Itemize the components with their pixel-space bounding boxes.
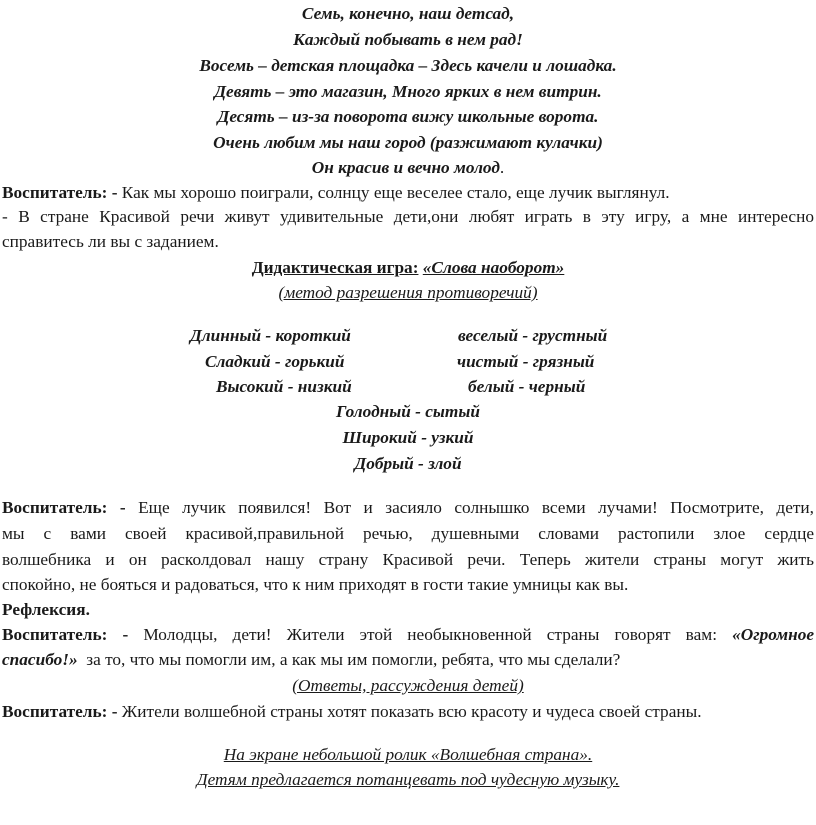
paragraph-1-line-3: справитесь ли вы с заданием. <box>2 232 219 251</box>
speaker-label: Воспитатель: - <box>2 498 126 517</box>
poem-line-5: Десять – из-за поворота вижу школьные ворота. <box>217 107 599 126</box>
paragraph-1-line-2: - В стране Красивой речи живут удивительные дети,они любят играть в эту игру, а мне интересно <box>2 207 814 226</box>
pair-center-2: Широкий - узкий <box>342 428 474 447</box>
pair-right-2: чистый - грязный <box>457 352 595 371</box>
pair-right-3: белый - черный <box>468 377 586 396</box>
poem-line-7-text: Он красив и вечно молод <box>311 158 500 177</box>
paragraph-3-line-1 <box>2 623 814 647</box>
poem-line-2: Каждый побывать в нем рад! <box>293 30 523 49</box>
paragraph-4-text: Жители волшебной страны хотят показать всю красоту и чудеса своей страны. <box>121 702 702 721</box>
poem-line-6: Очень любим мы наш город (разжимают кулачки) <box>213 133 603 152</box>
poem-line-4: Девять – это магазин, Много ярких в нем витрин. <box>214 82 602 101</box>
game-method: (метод разрешения противоречий) <box>278 283 538 302</box>
paragraph-1-text: Как мы хорошо поиграли, солнцу еще веселее стало, еще лучик выглянул. <box>121 183 670 202</box>
paragraph-2-line-1 <box>2 496 814 520</box>
paragraph-2-line-3: волшебника и он расколдовал нашу страну Красивой речи. Теперь жители страны могут жить <box>2 550 814 569</box>
poem-line-7 <box>0 156 816 180</box>
reflection-heading: Рефлексия. <box>2 600 90 619</box>
paragraph-4-line-1 <box>2 700 702 724</box>
answers-note: (Ответы, рассуждения детей) <box>292 676 524 695</box>
paragraph-3-rest: за то, что мы помогли им, а как мы им помогли, ребята, что мы сделали? <box>86 650 621 669</box>
pair-center-1: Голодный - сытый <box>336 402 480 421</box>
poem-line-7-dot: . <box>499 158 505 177</box>
ending-line-2: Детям предлагается потанцевать под чудесную музыку. <box>196 770 620 789</box>
pair-center-3: Добрый - злой <box>354 454 462 473</box>
speaker-label: Воспитатель: - <box>2 183 118 202</box>
ending-line-1: На экране небольшой ролик «Волшебная страна». <box>223 745 593 764</box>
paragraph-2-text: Еще лучик появился! Вот и засияло солнышко всеми лучами! Посмотрите, дети, <box>138 498 815 517</box>
speaker-label: Воспитатель: - <box>2 625 129 644</box>
pair-left-1: Длинный - короткий <box>190 326 351 345</box>
game-label: Дидактическая игра: <box>251 258 419 277</box>
poem-line-3: Восемь – детская площадка – Здесь качели и лошадка. <box>199 56 617 75</box>
paragraph-2-line-4: спокойно, не бояться и радоваться, что к ним приходят в гости такие умницы как вы. <box>2 575 629 594</box>
game-name: «Слова наоборот» <box>422 258 565 277</box>
poem-line-1: Семь, конечно, наш детсад, <box>301 4 515 23</box>
game-title <box>0 256 816 280</box>
paragraph-3-line-2 <box>2 648 620 672</box>
paragraph-3-text: Молодцы, дети! Жители этой необыкновенной страны говорят вам: <box>143 625 718 644</box>
paragraph-3-quote-end: спасибо!» <box>2 650 78 669</box>
speaker-label: Воспитатель: - <box>2 702 118 721</box>
pair-right-1: веселый - грустный <box>458 326 608 345</box>
pair-left-3: Высокий - низкий <box>216 377 352 396</box>
paragraph-1-line-1 <box>2 181 670 205</box>
paragraph-2-line-2: мы с вами своей красивой,правильной речью, душевными словами растопили злое сердце <box>2 524 814 543</box>
paragraph-3-quote-start: «Огромное <box>732 625 815 644</box>
pair-left-2: Сладкий - горький <box>205 352 345 371</box>
